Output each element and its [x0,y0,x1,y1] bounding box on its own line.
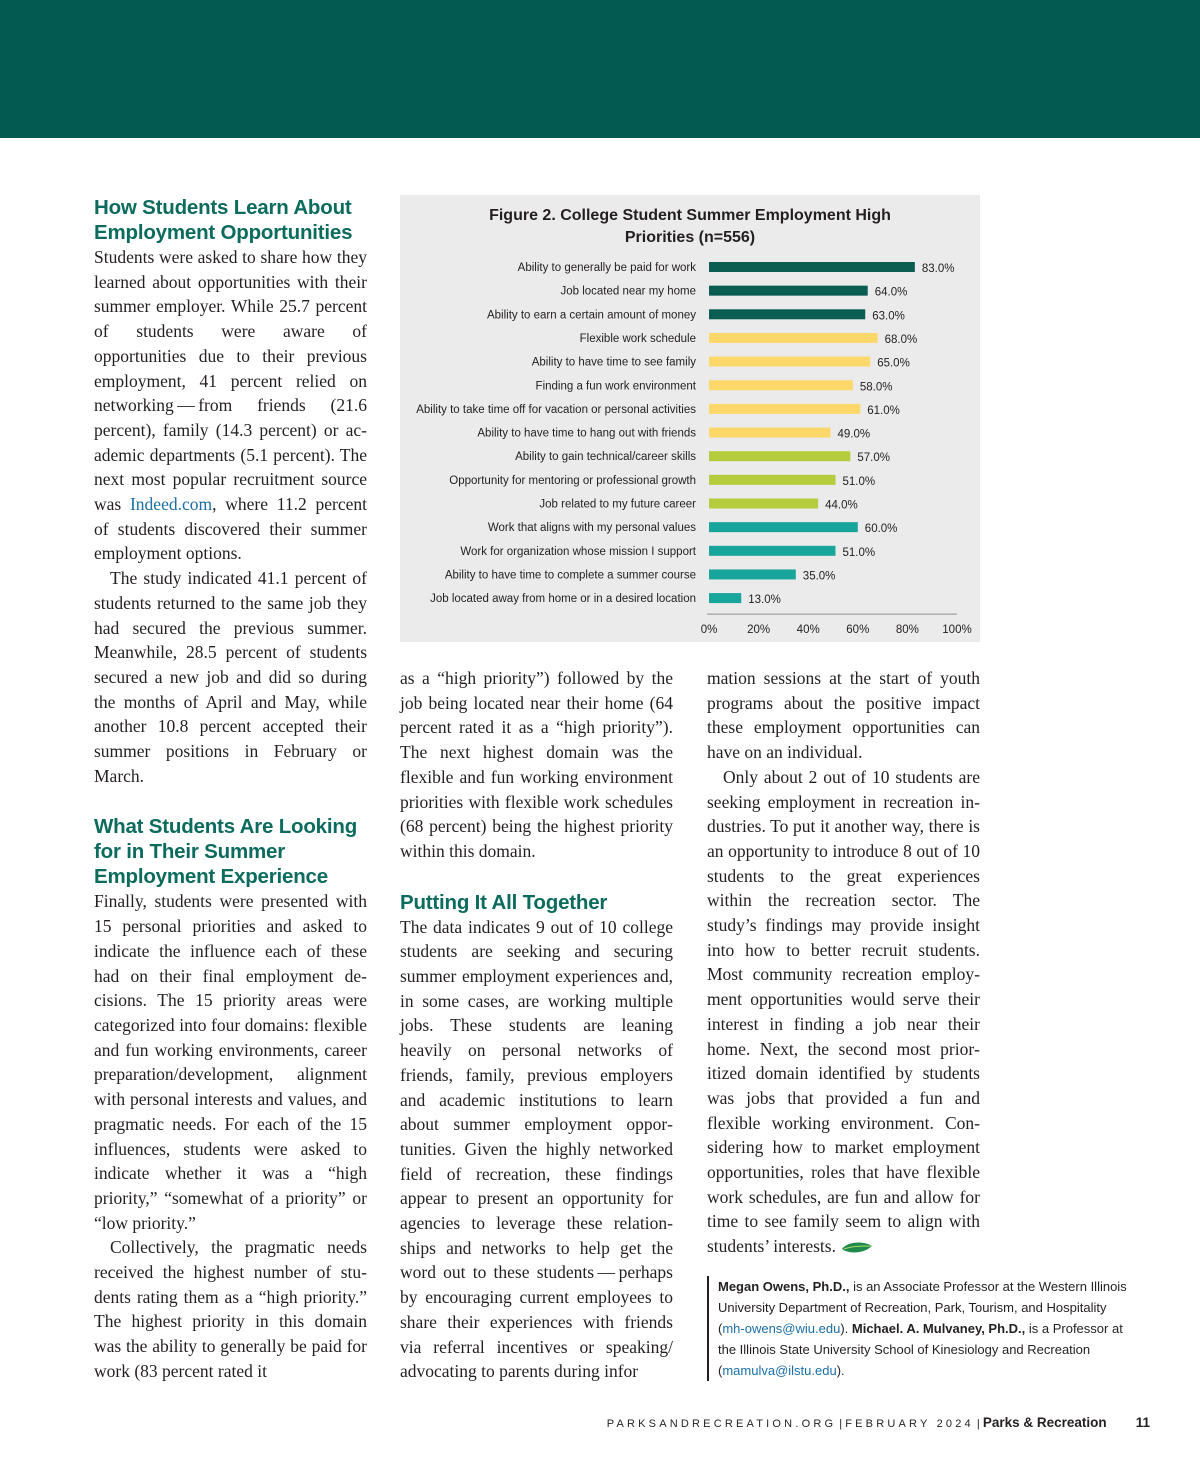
page-footer [0,1415,1150,1430]
bar [709,428,831,438]
bar [709,593,741,603]
footer-separator: | [839,1418,843,1430]
data-label: 35.0% [802,570,836,583]
page-number: 11 [1135,1415,1150,1430]
column-3 [707,666,980,1259]
bar [709,380,853,390]
data-label: 68.0% [884,333,918,346]
bar [709,475,835,485]
email-link[interactable]: mh-owens@wiu.edu [722,1321,841,1336]
data-label: 51.0% [842,546,876,559]
bar [709,546,835,556]
bar [709,357,870,367]
author-name: Michael. A. Mulvaney, Ph.D., [851,1321,1026,1336]
data-label: 60.0% [864,523,898,536]
data-label: 13.0% [748,594,781,607]
footer-site: PARKSANDRECREATION.ORG [606,1418,837,1430]
paragraph-text: Students were asked to share how they learned about opportunities with their summer employer. While 25.7 percent of students were aware of opportunities due to their previous employment, 41 percent relied on networking — from friends (21.6 percent), family (14.3 percent) or academic departments (5.1 percent). The next most popular recruitment source was [94,247,367,515]
header-band [0,0,1200,138]
author-name: Megan Owens, Ph.D., [718,1279,850,1294]
data-label: 63.0% [872,310,905,323]
bar [709,333,878,343]
chart-title-line: Figure 2. College Student Summer Employment High [489,207,891,224]
footer-brand: Parks & Recreation [982,1415,1107,1430]
bar [709,499,818,509]
data-label: 83.0% [921,263,955,275]
category-label: Ability to gain technical/career skills [515,451,696,464]
bar [709,286,868,296]
bar-chart [400,195,980,642]
paragraph: Finally, students were presented with 15 personal priorities and asked to indicate the influence each of these had on their final employment decisions. The 15 priority areas were categorized into four domains: flexible and fun working environments, career preparation/development, alignment with personal interests and values, and pragmatic needs. For each of the 15 influences, students were asked to indicate whether it was a “high priority,” “somewhat of a priority” or “low priority.” [94,891,367,1233]
email-link[interactable]: mamulva@ilstu.edu [722,1363,837,1378]
category-label: Ability to take time off for vacation or personal activities [416,403,696,416]
data-label: 49.0% [837,428,871,441]
bio-text: ). [840,1321,852,1336]
category-label: Work for organization whose mission I support [460,545,696,558]
bar [709,522,858,532]
x-tick-label: 20% [747,624,771,637]
x-tick-label: 80% [895,624,919,637]
bio-text: is a Professor at the Illinois State University School of Kinesiology and Recreation ( [718,1321,1123,1378]
footer-date: FEBRUARY 2024 [845,1418,974,1430]
category-label: Work that aligns with my personal values [487,522,696,535]
leaf-icon [840,1241,874,1255]
data-label: 44.0% [825,499,858,512]
heading-what-students-look-for: What Students Are Looking for in Their Summer Employment Experience [94,815,358,889]
category-label: Flexible work schedule [579,332,696,345]
paragraph [94,245,367,566]
category-label: Ability to earn a certain amount of money [486,309,696,322]
category-label: Ability to have time to complete a summer course [444,569,696,582]
category-label: Opportunity for mentoring or professional growth [449,474,696,487]
paragraph-text: , where 11.2 percent of students discovered their summer employment options. [94,494,367,564]
paragraph: The data indicates 9 out of 10 college students are seeking and securing summer employment experiences and, in some cases, are working multiple jobs. These students are leaning heavily on personal networks of friends, family, previous employers and academic institutions to learn about summer employment opportunities. Given the highly networked field of recreation, these findings appear to present an opportunity for agencies to leverage these relationships and networks to help get the word out to these students — perhaps by encouraging current employees to share their experiences with friends via referral incentives or speaking/ advocating to parents during infor [400,916,673,1382]
category-label: Job located away from home or in a desired location [430,593,696,606]
paragraph: The study indicated 41.1 percent of students returned to the same job they had secured the previous summer. Meanwhile, 28.5 percent of students secured a new job and did so during the months of April and May, while another 10.8 percent accepted their summer positions in February or March. [94,568,367,786]
category-label: Job located near my home [560,285,696,298]
paragraph: mation sessions at the start of youth programs about the positive impact these employment opportunities can have on an individual. [707,668,980,763]
category-label: Ability to have time to hang out with friends [477,427,696,440]
bio-text: ). [836,1363,845,1378]
x-tick-label: 100% [942,624,972,637]
x-tick-label: 40% [796,624,820,637]
bio-text: is an Associate Professor at the Western Illinois University Department of Recreation, Park, Tourism, and Hospitality ( [718,1279,1127,1336]
category-label: Ability to have time to see family [531,356,696,369]
paragraph: as a “high priority”) followed by the job being located near their home (64 percent rated it as a “high priority”). The next highest domain was the flexible and fun working environment priorities with flexible work schedules (68 percent) being the highest priority within this domain. [400,668,673,861]
chart-title-line: Priorities (n=556) [624,229,756,246]
category-label: Ability to generally be paid for work [517,262,696,274]
category-label: Job related to my future career [539,498,696,511]
data-label: 57.0% [857,452,890,465]
indeed-link[interactable]: Indeed.com [129,494,213,515]
paragraph-text: Only about 2 out of 10 students are seeking employment in recreation industries. To put it another way, there is an opportunity to introduce 8 out of 10 students to the great experiences within the recreation sector. The study’s findings may provide insight into how to better recruit students. Most community recreation employment opportunities would serve their interest in finding a job near their home. Next, the second most prioritized domain identified by students was jobs that provided a fun and flexible working environment. Considering how to market employment opportunities, roles that have flexible work schedules, are fun and allow for time to see family seem to align with students’ interests. [707,766,980,1257]
heading-how-students-learn: How Students Learn About Employment Opportunities [94,196,353,244]
data-label: 64.0% [874,286,908,299]
category-label: Finding a fun work environment [535,380,696,393]
data-label: 61.0% [867,404,900,417]
author-bio [707,1276,1128,1381]
bar [709,569,796,579]
x-tick-label: 60% [846,624,870,637]
bar [709,404,860,414]
data-label: 51.0% [842,475,876,488]
data-label: 65.0% [877,357,910,370]
column-1 [94,195,367,1384]
paragraph [707,765,980,1259]
bar [709,309,865,319]
column-2 [400,666,673,1384]
paragraph: Collectively, the pragmatic needs received the highest number of students rating them as a “high priority.” The highest priority in this domain was the ability to generally be paid for work (83 percent rated it [94,1237,367,1381]
data-label: 58.0% [859,381,893,394]
figure-2-chart [400,195,980,642]
bar [709,451,850,461]
bar [709,262,915,272]
x-tick-label: 0% [700,624,718,637]
footer-separator: | [976,1418,980,1430]
heading-putting-it-all-together: Putting It All Together [400,890,608,914]
